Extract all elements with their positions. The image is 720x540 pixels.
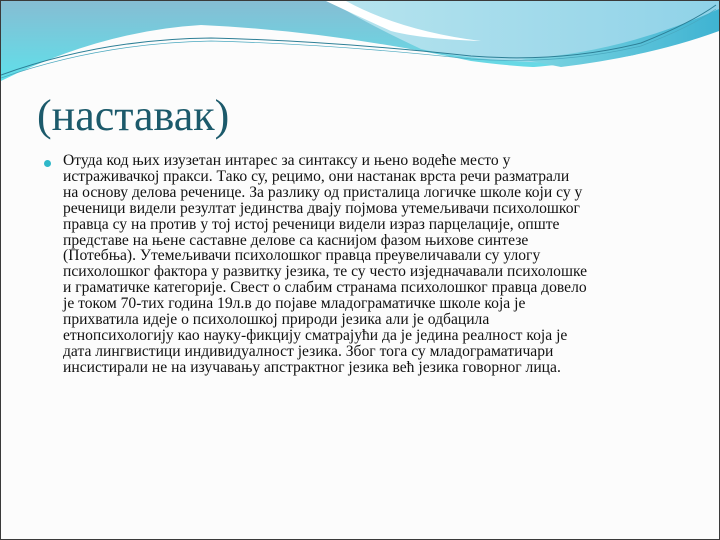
bullet-line: правца су на против у тој истој реченици видели израз парцелације, опште bbox=[63, 215, 560, 233]
slide-title: (наставак) bbox=[37, 91, 230, 140]
header-wave-decoration bbox=[1, 1, 719, 91]
bullet-line: и граматичке категорије. Свест о слабим странама психолошког правца довело bbox=[63, 279, 587, 297]
bullet-line: је током 70-тих година 19л.в до појаве младограматичке школе која је bbox=[63, 295, 526, 313]
bullet-line: психолошког фактора у развитку језика, те су често изједначавали психолошке bbox=[63, 263, 588, 281]
bullet-line: Отуда код њих изузетан интарес за синтаксу и њено водеће место у bbox=[63, 152, 511, 169]
bullet-line: прихватила идеје о психолошкој природи језика али је одбацила bbox=[63, 311, 490, 329]
bullet-line: (Потебња). Утемељивачи психолошког правца преувеличавали су улогу bbox=[63, 247, 541, 265]
bullet-line: етнопсихологију као науку-фикцију сматрајући да је једина реалност која је bbox=[63, 326, 568, 344]
bullet-line: реченици видели резултат јединства двају појмова утемељивачи психолошког bbox=[63, 199, 580, 217]
bullet-dot-icon bbox=[44, 160, 51, 167]
bullet-line: истраживачкој пракси. Тако су, рецимо, они настанак врста речи разматрали bbox=[63, 167, 570, 185]
bullet-item bbox=[41, 153, 711, 376]
slide-body bbox=[41, 153, 711, 376]
bullet-line: на основу делова реченице. За разлику од присталица логичке школе који су у bbox=[63, 183, 583, 201]
bullet-line: представе на њене саставне делове са каснијом фазом њихове синтезе bbox=[63, 231, 529, 249]
bullet-line: инсистирали не на изучавању апстрактног језика већ језика говорног лица. bbox=[63, 358, 561, 376]
bullet-line: дата лингвистици индивидуалност језика. Због тога су младограматичари bbox=[63, 342, 554, 360]
